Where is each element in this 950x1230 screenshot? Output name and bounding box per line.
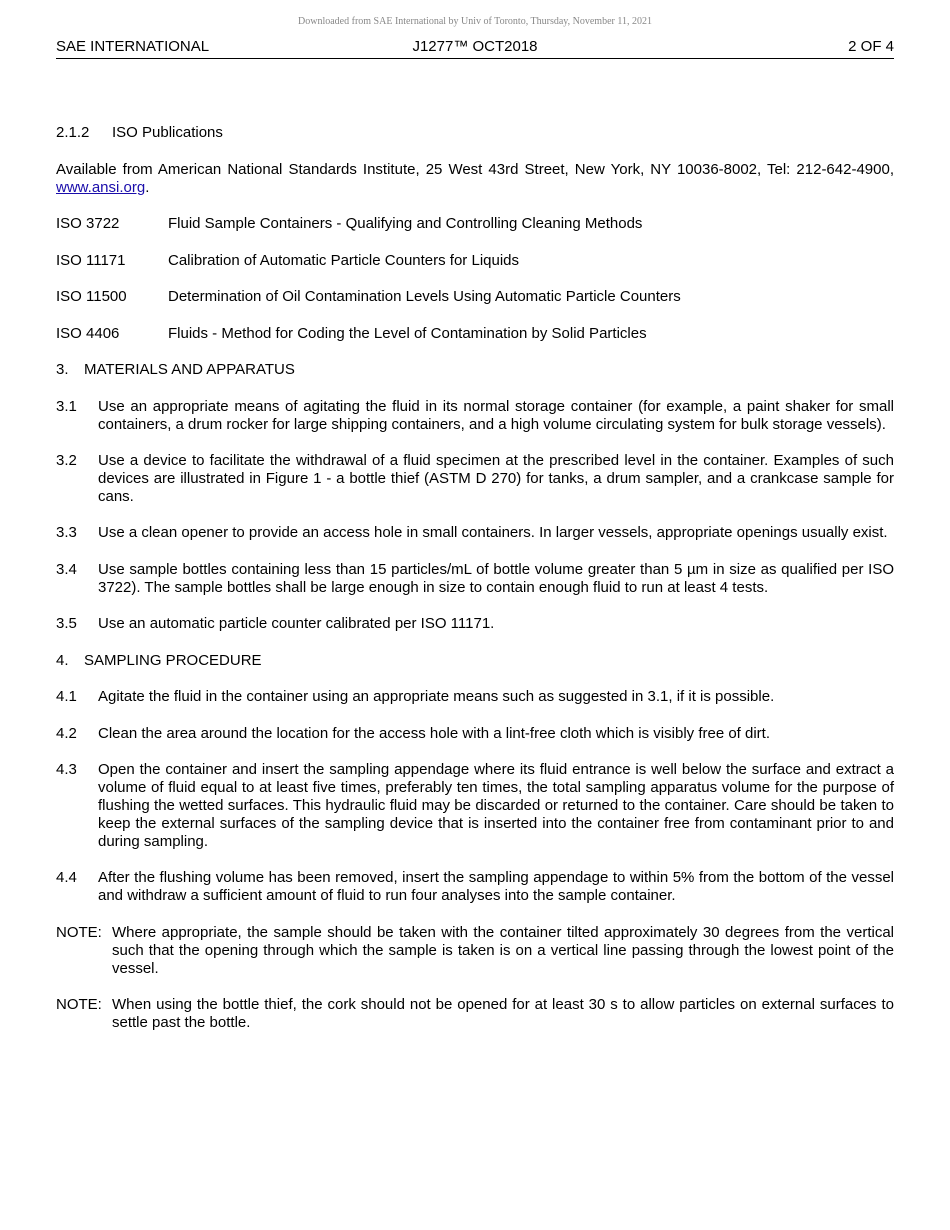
item-number: 3.4 bbox=[56, 561, 77, 578]
section-number: 2.1.2 bbox=[56, 124, 90, 141]
item-text: Use a device to facilitate the withdrawal of a fluid specimen at the prescribed level in the container. Examples of such devices are illustrated in Figure 1 - a bottle thief (ASTM D 270) for tanks, a drum sampler, and a crankcase sample for cans. bbox=[98, 452, 894, 505]
item-text: Use an appropriate means of agitating the fluid in its normal storage container (for example, a paint shaker for small containers, a drum rocker for large shipping containers, and a high volume circulating system for bulk storage vessels). bbox=[98, 398, 894, 433]
section-title: ISO Publications bbox=[112, 124, 223, 141]
ansi-link[interactable]: www.ansi.org bbox=[56, 179, 146, 196]
item-number: 3.1 bbox=[56, 398, 77, 415]
availability-period: . bbox=[145, 179, 150, 196]
reference-iso-11500 bbox=[56, 288, 894, 306]
reference-iso-3722 bbox=[56, 215, 894, 233]
item-text: Use sample bottles containing less than 15 particles/mL of bottle volume greater than 5 µm in size as qualified per ISO 3722). The sample bottles shall be large enough in size to contain enough fluid to run at least 4 tests. bbox=[98, 561, 894, 596]
item-3-3 bbox=[56, 524, 894, 542]
section-title: MATERIALS AND APPARATUS bbox=[84, 361, 295, 378]
item-4-2 bbox=[56, 725, 894, 743]
page-header bbox=[56, 38, 894, 59]
reference-code: ISO 11500 bbox=[56, 288, 127, 305]
item-text: Agitate the fluid in the container using an appropriate means such as suggested in 3.1, if it is possible. bbox=[98, 688, 775, 705]
item-number: 4.3 bbox=[56, 761, 77, 778]
item-number: 4.4 bbox=[56, 869, 77, 886]
item-4-1 bbox=[56, 688, 894, 706]
note-bottle-thief bbox=[56, 996, 894, 1032]
section-number: 3. bbox=[56, 361, 69, 378]
item-number: 3.5 bbox=[56, 615, 77, 632]
item-text: Use an automatic particle counter calibrated per ISO 11171. bbox=[98, 615, 495, 632]
reference-code: ISO 11171 bbox=[56, 252, 126, 269]
document-body bbox=[56, 124, 894, 1032]
item-text: Use a clean opener to provide an access hole in small containers. In larger vessels, appropriate openings usually exist. bbox=[98, 524, 888, 541]
item-4-3 bbox=[56, 761, 894, 851]
header-doc-id: J1277™ OCT2018 bbox=[412, 38, 538, 55]
section-3-heading bbox=[56, 361, 894, 379]
item-3-5 bbox=[56, 615, 894, 633]
section-2-1-2-heading bbox=[56, 124, 894, 142]
item-text: Clean the area around the location for the access hole with a lint-free cloth which is visibly free of dirt. bbox=[98, 725, 771, 742]
item-3-2 bbox=[56, 452, 894, 506]
item-number: 3.3 bbox=[56, 524, 77, 541]
download-watermark: Downloaded from SAE International by Univ of Toronto, Thursday, November 11, 2021 bbox=[298, 16, 652, 27]
reference-code: ISO 4406 bbox=[56, 325, 120, 342]
availability-text: Available from American National Standards Institute, 25 West 43rd Street, New York, NY 10036-8002, Tel: 212-642-4900, bbox=[56, 161, 894, 178]
section-title: SAMPLING PROCEDURE bbox=[84, 652, 262, 669]
section-4-heading bbox=[56, 652, 894, 670]
item-number: 4.2 bbox=[56, 725, 77, 742]
availability-paragraph bbox=[56, 161, 894, 197]
header-publisher: SAE INTERNATIONAL bbox=[56, 38, 210, 55]
note-label: NOTE: bbox=[56, 924, 102, 941]
item-4-4 bbox=[56, 869, 894, 905]
reference-iso-11171 bbox=[56, 252, 894, 270]
item-text: After the flushing volume has been removed, insert the sampling appendage to within 5% from the bottom of the vessel and withdraw a sufficient amount of fluid to run four analyses into the sample container. bbox=[98, 869, 894, 904]
note-label: NOTE: bbox=[56, 996, 102, 1013]
item-text: Open the container and insert the sampling appendage where its fluid entrance is well below the surface and extract a volume of fluid equal to at least five times, preferably ten times, the total sampling apparatus volume for the purpose of flushing the wetted surfaces. This hydraulic fluid may be discarded or returned to the container. Care should be taken to keep the external surfaces of the sampling device that is inserted into the container free from contaminant prior to and during sampling. bbox=[98, 761, 894, 850]
reference-iso-4406 bbox=[56, 325, 894, 343]
section-number: 4. bbox=[56, 652, 69, 669]
note-text: Where appropriate, the sample should be taken with the container tilted approximately 30 degrees from the vertical such that the opening through which the sample is taken is on a vertical line passing through the lowest point of the vessel. bbox=[112, 924, 894, 977]
item-number: 4.1 bbox=[56, 688, 77, 705]
note-text: When using the bottle thief, the cork should not be opened for at least 30 s to allow particles on external surfaces to settle past the bottle. bbox=[112, 996, 894, 1031]
reference-title: Fluid Sample Containers - Qualifying and Controlling Cleaning Methods bbox=[168, 215, 643, 232]
note-tilt bbox=[56, 924, 894, 978]
reference-title: Fluids - Method for Coding the Level of Contamination by Solid Particles bbox=[168, 325, 647, 342]
item-number: 3.2 bbox=[56, 452, 77, 469]
reference-title: Determination of Oil Contamination Levels Using Automatic Particle Counters bbox=[168, 288, 681, 305]
item-3-1 bbox=[56, 398, 894, 434]
header-page-number: 2 OF 4 bbox=[848, 38, 894, 55]
item-3-4 bbox=[56, 561, 894, 597]
reference-code: ISO 3722 bbox=[56, 215, 120, 232]
reference-title: Calibration of Automatic Particle Counters for Liquids bbox=[168, 252, 520, 269]
